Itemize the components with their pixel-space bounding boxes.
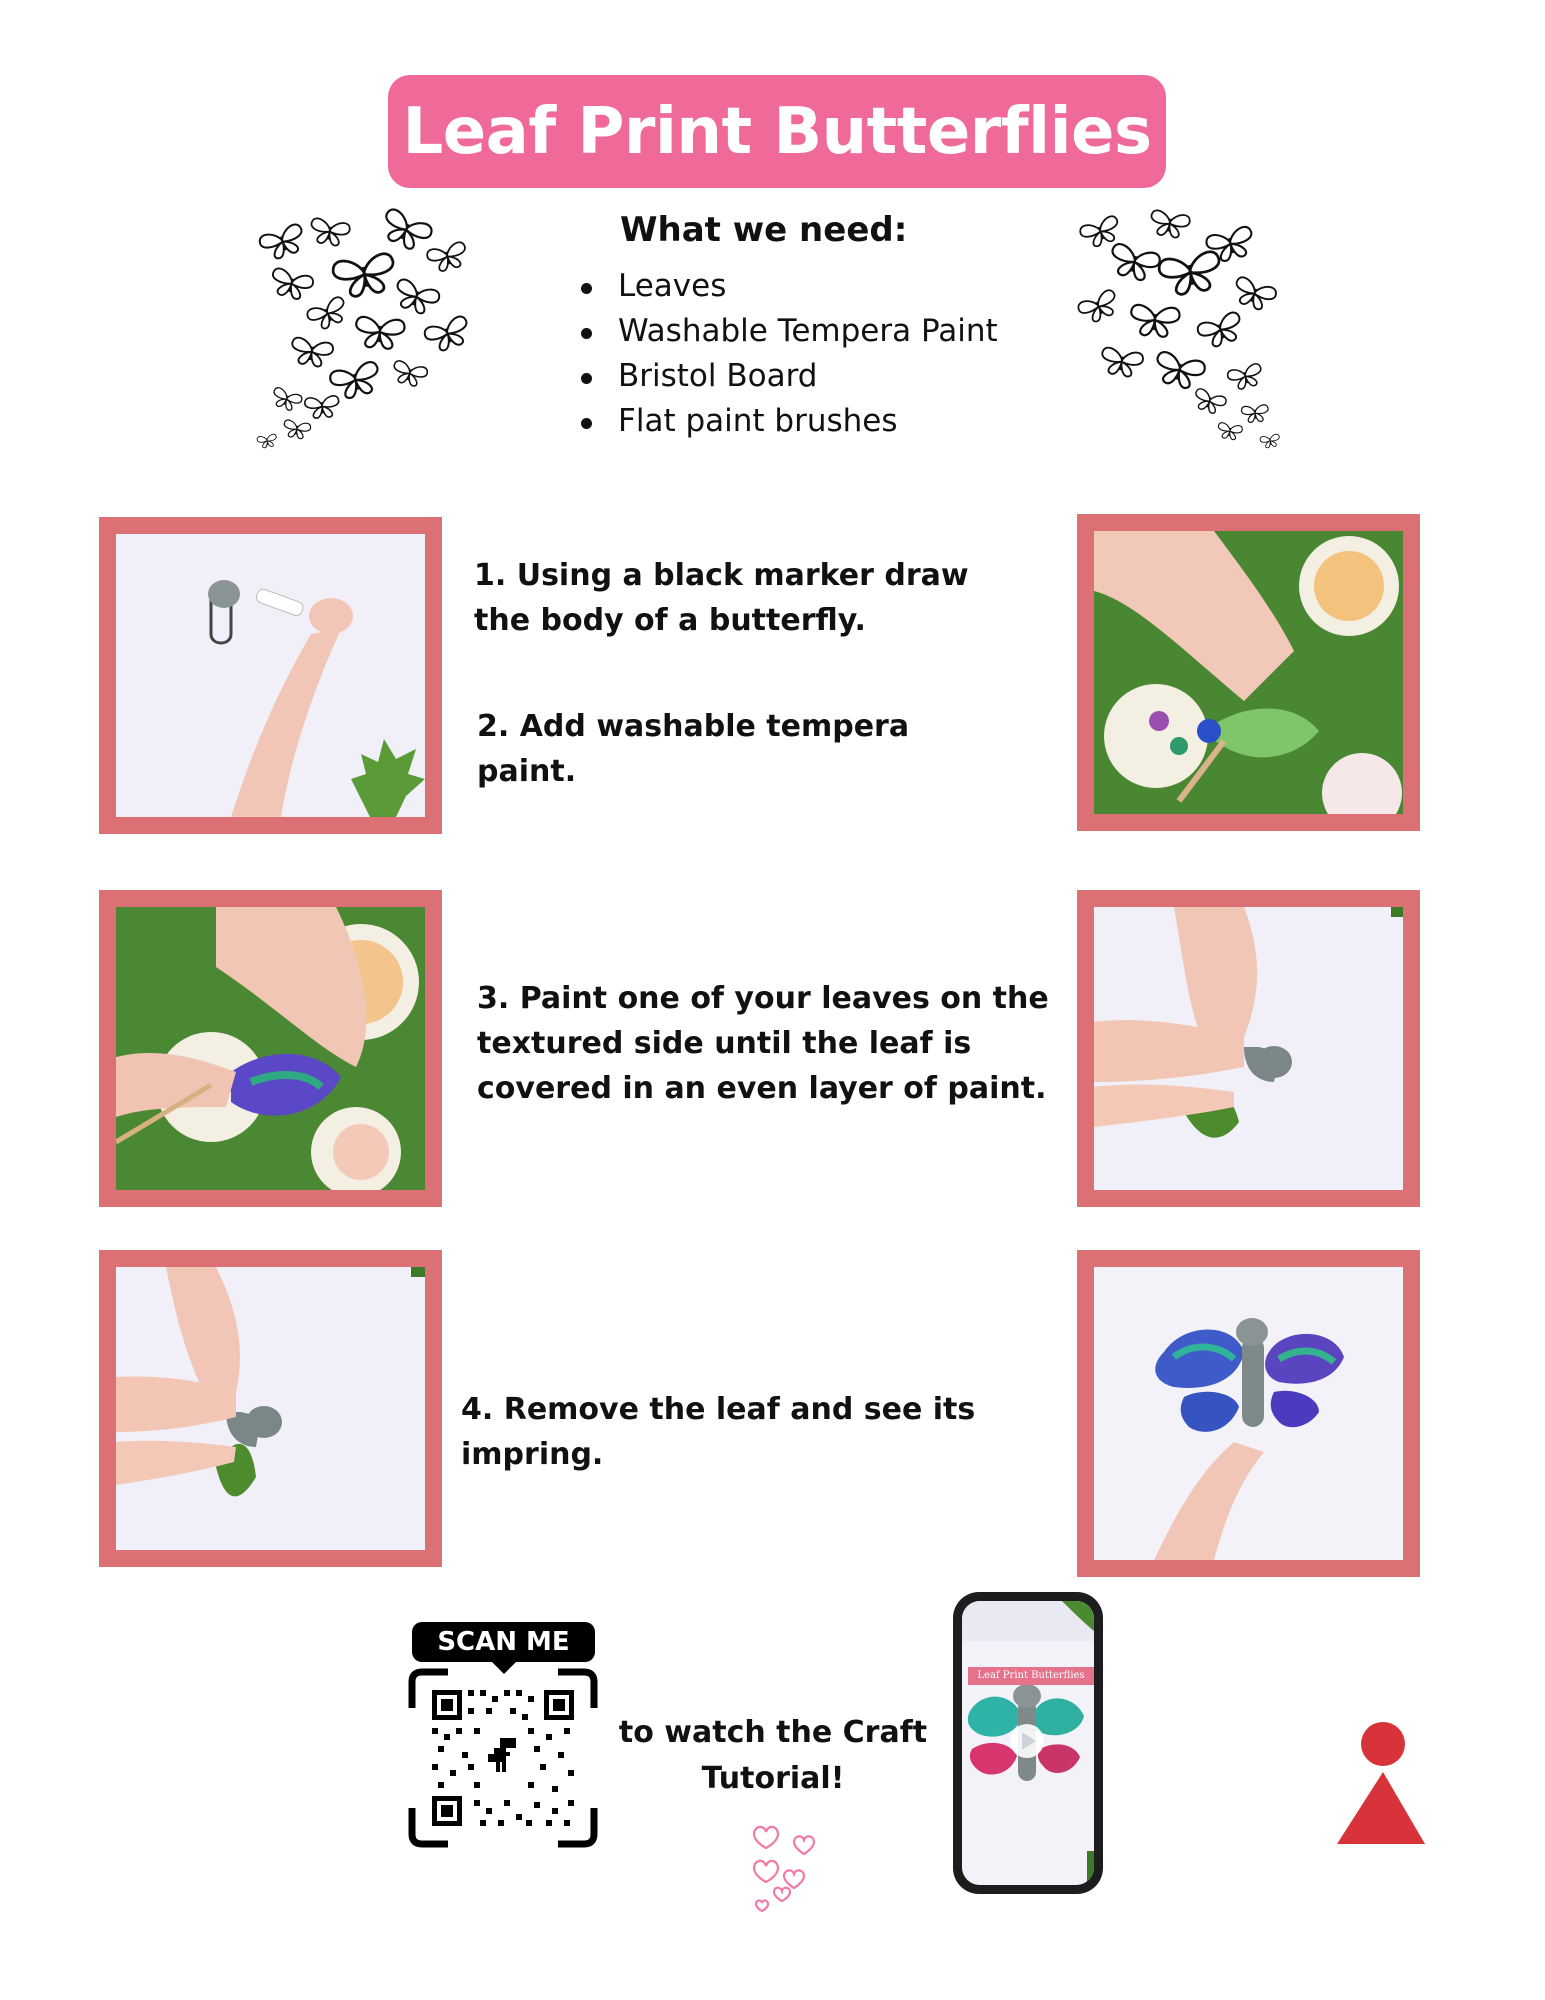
title-banner xyxy=(388,75,1166,188)
dino-icon xyxy=(488,1738,516,1772)
step-2-text: 2. Add washable tempera paint. xyxy=(477,709,910,789)
page-title: Leaf Print Butterflies xyxy=(402,94,1152,169)
scan-me-tag: SCAN ME xyxy=(412,1622,595,1662)
tutorial-cta: to watch the Craft Tutorial! xyxy=(618,1715,928,1796)
list-item xyxy=(560,399,998,444)
phone-screen[interactable] xyxy=(962,1601,1094,1885)
step-3-text: 3. Paint one of your leaves on the textured side until the leaf is covered in an even layer of paint. xyxy=(477,981,1049,1106)
list-item xyxy=(560,354,998,399)
qr-finder-top-left xyxy=(432,1690,462,1720)
brand-logo-icon xyxy=(1335,1722,1425,1852)
butterfly-cluster-right xyxy=(1070,200,1300,455)
bullet-icon xyxy=(581,328,592,339)
qr-finder-top-right xyxy=(544,1690,574,1720)
qr-finder-bottom-left xyxy=(432,1796,462,1826)
step-4-text: 4. Remove the leaf and see its impring. xyxy=(461,1392,976,1472)
bullet-icon xyxy=(581,373,592,384)
photo-step3-leaf xyxy=(99,890,442,1207)
qr-code[interactable] xyxy=(408,1668,598,1848)
phone-mockup[interactable] xyxy=(953,1592,1103,1894)
photo-step1-marker xyxy=(99,517,442,834)
photo-step4-remove xyxy=(99,1250,442,1567)
photo-step3-press xyxy=(1077,890,1420,1207)
needs-list xyxy=(560,264,998,444)
photo-step4-result xyxy=(1077,1250,1420,1577)
needs-heading: What we need: xyxy=(620,210,908,250)
list-item xyxy=(560,264,998,309)
list-item-label: Leaves xyxy=(618,268,727,304)
step-1-text: 1. Using a black marker draw the body of a butterfly. xyxy=(474,558,969,638)
phone-screen-title: Leaf Print Butterflies xyxy=(968,1667,1094,1685)
hearts-icon xyxy=(748,1812,828,1917)
photo-step2-paint xyxy=(1077,514,1420,831)
list-item-label: Washable Tempera Paint xyxy=(618,313,998,349)
list-item-label: Bristol Board xyxy=(618,358,818,394)
list-item-label: Flat paint brushes xyxy=(618,403,898,439)
list-item xyxy=(560,309,998,354)
bullet-icon xyxy=(581,418,592,429)
butterfly-cluster-left xyxy=(252,200,482,455)
bullet-icon xyxy=(581,283,592,294)
